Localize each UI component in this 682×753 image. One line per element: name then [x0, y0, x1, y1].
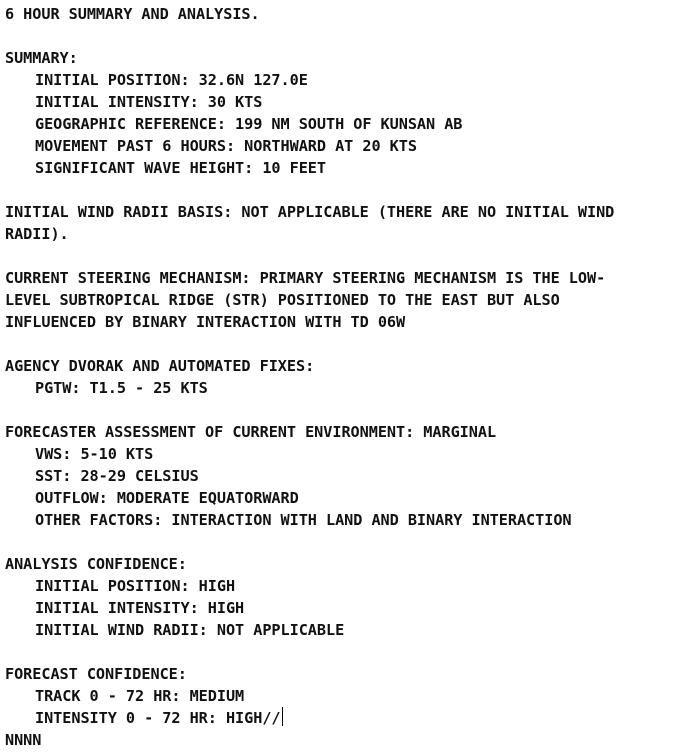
- forecast-confidence-intensity: INTENSITY 0 - 72 HR: HIGH//: [35, 709, 281, 727]
- summary-heading: SUMMARY:: [5, 49, 78, 67]
- summary-movement: MOVEMENT PAST 6 HOURS: NORTHWARD AT 20 KTS: [35, 137, 417, 155]
- environment-vws: VWS: 5-10 KTS: [35, 445, 154, 463]
- wind-radii-line-1: INITIAL WIND RADII BASIS: NOT APPLICABLE (THERE ARE NO INITIAL WIND: [5, 203, 615, 221]
- dvorak-pgtw: PGTW: T1.5 - 25 KTS: [35, 379, 208, 397]
- forecast-confidence-heading: FORECAST CONFIDENCE:: [5, 665, 187, 683]
- summary-initial-intensity: INITIAL INTENSITY: 30 KTS: [35, 93, 263, 111]
- spacer: [5, 179, 680, 201]
- environment-sst: SST: 28-29 CELSIUS: [35, 467, 199, 485]
- spacer: [5, 25, 680, 47]
- forecast-confidence-intensity-row: [5, 707, 680, 729]
- environment-heading: FORECASTER ASSESSMENT OF CURRENT ENVIRONMENT: MARGINAL: [5, 423, 497, 441]
- environment-other-factors: OTHER FACTORS: INTERACTION WITH LAND AND BINARY INTERACTION: [35, 511, 572, 529]
- analysis-confidence-heading: ANALYSIS CONFIDENCE:: [5, 555, 187, 573]
- bulletin-title: 6 HOUR SUMMARY AND ANALYSIS.: [5, 5, 260, 23]
- forecast-confidence-track: TRACK 0 - 72 HR: MEDIUM: [35, 687, 245, 705]
- dvorak-heading: AGENCY DVORAK AND AUTOMATED FIXES:: [5, 357, 315, 375]
- forecast-bulletin: [5, 3, 680, 751]
- spacer: [5, 245, 680, 267]
- spacer: [5, 531, 680, 553]
- analysis-confidence-position: INITIAL POSITION: HIGH: [35, 577, 236, 595]
- spacer: [5, 399, 680, 421]
- text-cursor: [282, 707, 283, 726]
- analysis-confidence-intensity: INITIAL INTENSITY: HIGH: [35, 599, 245, 617]
- steering-line-1: CURRENT STEERING MECHANISM: PRIMARY STEERING MECHANISM IS THE LOW-: [5, 269, 606, 287]
- spacer: [5, 641, 680, 663]
- summary-geographic-reference: GEOGRAPHIC REFERENCE: 199 NM SOUTH OF KUNSAN AB: [35, 115, 463, 133]
- spacer: [5, 333, 680, 355]
- wind-radii-line-2: RADII).: [5, 225, 69, 243]
- summary-wave-height: SIGNIFICANT WAVE HEIGHT: 10 FEET: [35, 159, 326, 177]
- steering-line-2: LEVEL SUBTROPICAL RIDGE (STR) POSITIONED TO THE EAST BUT ALSO: [5, 291, 560, 309]
- summary-initial-position: INITIAL POSITION: 32.6N 127.0E: [35, 71, 308, 89]
- steering-line-3: INFLUENCED BY BINARY INTERACTION WITH TD 06W: [5, 313, 406, 331]
- environment-outflow: OUTFLOW: MODERATE EQUATORWARD: [35, 489, 299, 507]
- analysis-confidence-wind-radii: INITIAL WIND RADII: NOT APPLICABLE: [35, 621, 345, 639]
- end-marker: NNNN: [5, 731, 42, 749]
